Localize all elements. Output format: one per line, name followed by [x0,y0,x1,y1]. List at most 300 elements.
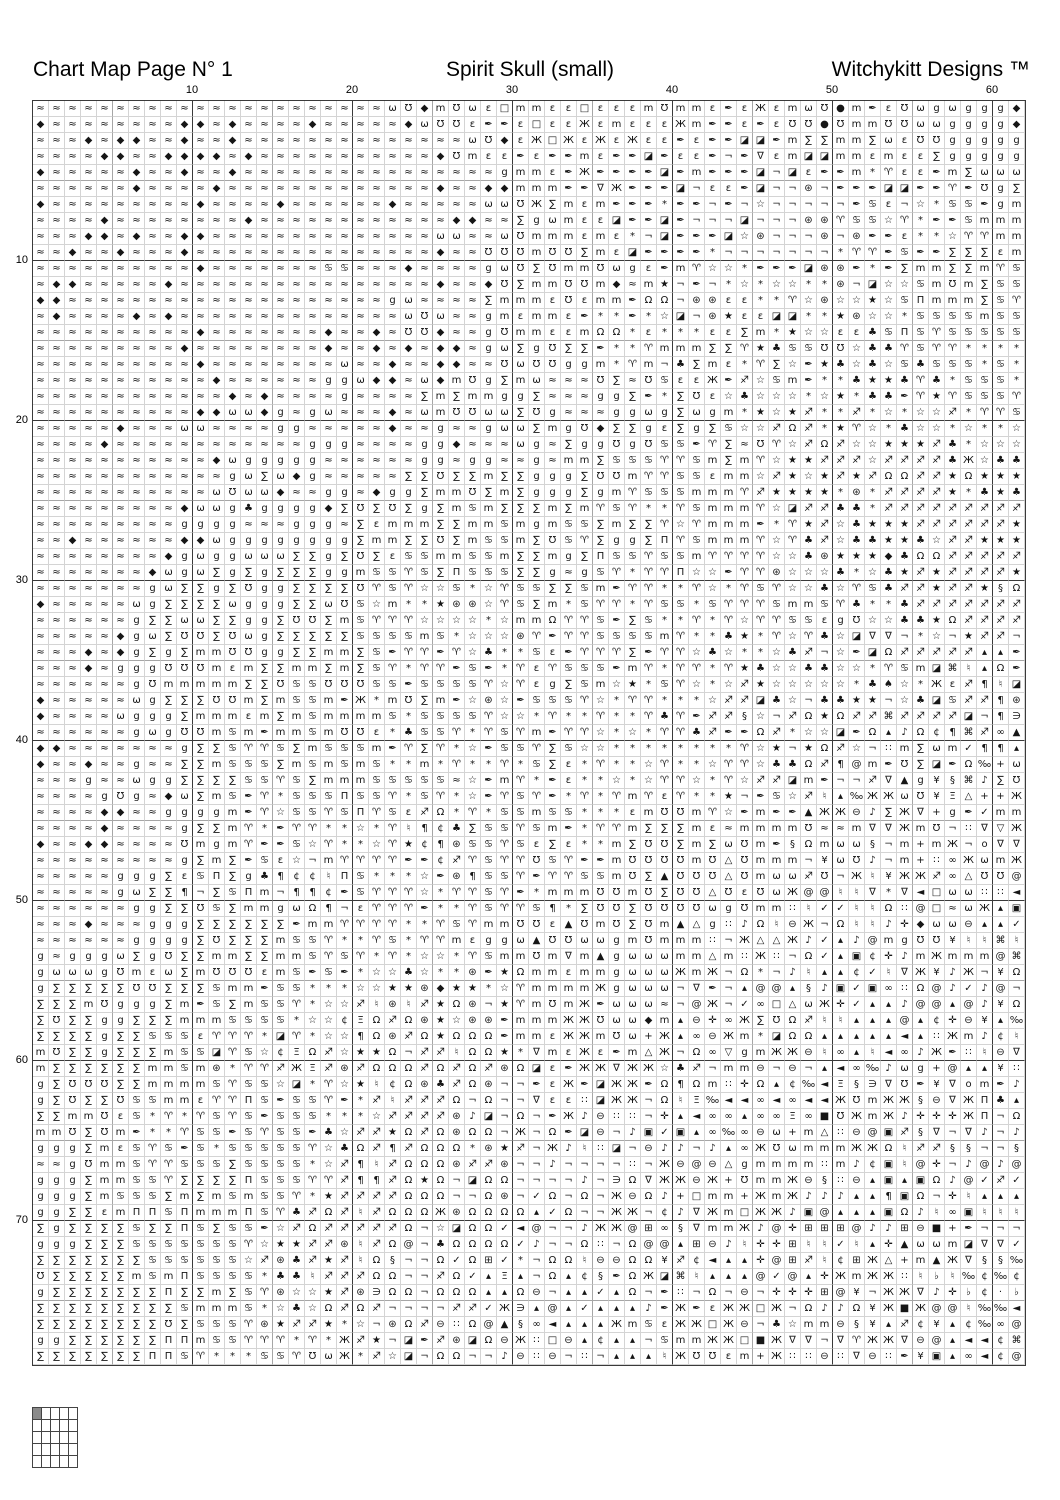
grid-cell: ♐ [945,517,961,533]
grid-cell: ¶ [977,741,993,757]
grid-cell: * [689,597,705,613]
grid-cell: ∑ [897,261,913,277]
grid-cell: ≈ [97,725,113,741]
grid-cell: ∑ [337,629,353,645]
grid-cell: ♋ [673,597,689,613]
grid-cell: ≈ [369,149,385,165]
grid-cell: @ [641,1237,657,1253]
grid-cell: ♈ [241,1061,257,1077]
grid-cell: § [913,1125,929,1141]
grid-cell: g [129,933,145,949]
grid-cell: Ω [449,1237,465,1253]
grid-cell: ≈ [225,325,241,341]
grid-cell: ☆ [257,1237,273,1253]
grid-cell: ♋ [545,693,561,709]
grid-cell: ☆ [833,645,849,661]
grid-cell: ∑ [417,389,433,405]
grid-cell: ≈ [81,549,97,565]
grid-cell: ♈ [465,949,481,965]
grid-cell: g [177,517,193,533]
grid-cell: m [433,693,449,709]
grid-cell: m [561,885,577,901]
grid-cell: ♈ [705,549,721,565]
grid-cell: ¬ [769,1061,785,1077]
grid-cell: ≈ [65,165,81,181]
grid-cell: ∑ [113,1269,129,1285]
grid-cell: g [417,501,433,517]
grid-cell: ♈ [641,565,657,581]
grid-cell: ≈ [193,373,209,389]
grid-cell: ∷ [961,1045,977,1061]
grid-cell: ♪ [945,965,961,981]
grid-cell: ∑ [257,693,273,709]
grid-cell: * [705,613,721,629]
grid-cell: ≈ [433,293,449,309]
grid-cell: ♋ [209,981,225,997]
grid-cell: ω [497,229,513,245]
grid-cell: ✒ [513,885,529,901]
grid-cell: ∑ [113,1301,129,1317]
grid-cell: ♈ [849,245,865,261]
grid-cell: ω [241,549,257,565]
grid-cell: ≈ [161,741,177,757]
grid-cell: ◆ [881,549,897,565]
grid-cell: Ж [609,1189,625,1205]
grid-cell: ≈ [113,485,129,501]
grid-cell: ≈ [81,709,97,725]
grid-cell: Ʊ [657,837,673,853]
grid-cell: ♋ [129,1189,145,1205]
grid-cell: ♋ [193,869,209,885]
grid-cell: ¢ [417,837,433,853]
grid-cell: ♈ [401,645,417,661]
grid-cell: ∑ [977,245,993,261]
grid-cell: m [865,1093,881,1109]
grid-cell: g [481,325,497,341]
grid-cell: ∞ [753,1109,769,1125]
grid-cell: ≈ [289,341,305,357]
grid-cell: Ω [737,965,753,981]
grid-cell: ♪ [897,725,913,741]
grid-cell: g [177,917,193,933]
grid-cell: ≈ [305,213,321,229]
grid-cell: ∑ [65,1061,81,1077]
grid-cell: ∋ [369,1285,385,1301]
grid-cell: ¬ [689,309,705,325]
grid-cell: ♮ [577,1141,593,1157]
grid-cell: Ʊ [273,677,289,693]
grid-cell: Ω [401,1317,417,1333]
grid-cell: ≈ [97,501,113,517]
grid-cell: ¬ [193,885,209,901]
grid-cell: ☆ [785,661,801,677]
grid-cell: ω [993,165,1009,181]
grid-cell: ≈ [97,453,113,469]
grid-cell: m [817,1141,833,1157]
grid-cell: ⊛ [209,1061,225,1077]
grid-cell: ≈ [337,325,353,341]
grid-cell: m [737,1349,753,1365]
grid-cell: m [513,613,529,629]
grid-cell: ≈ [33,261,49,277]
grid-cell: ≈ [49,757,65,773]
grid-cell: * [417,917,433,933]
grid-cell: ♣ [401,725,417,741]
grid-cell: ≈ [385,325,401,341]
grid-cell: ♣ [913,613,929,629]
grid-cell: ∑ [657,821,673,837]
grid-cell: ♈ [673,709,689,725]
grid-cell: ¬ [529,1173,545,1189]
grid-cell: ♋ [241,773,257,789]
grid-cell: Ʊ [193,629,209,645]
grid-cell: ∑ [225,581,241,597]
grid-cell: ♐ [817,533,833,549]
grid-cell: ∑ [225,917,241,933]
grid-cell: ∑ [289,597,305,613]
grid-cell: ✒ [561,645,577,661]
grid-cell: ≈ [33,517,49,533]
grid-cell: ▴ [721,1253,737,1269]
grid-cell: ε [705,181,721,197]
grid-cell: ≈ [193,485,209,501]
grid-cell: Π [977,1093,993,1109]
grid-cell: ◪ [817,149,833,165]
grid-cell: ♮ [961,1301,977,1317]
grid-cell: ⊛ [481,1077,497,1093]
grid-cell: m [497,309,513,325]
grid-cell: Ж [737,1013,753,1029]
grid-cell: ♈ [161,1109,177,1125]
grid-cell: ¥ [929,789,945,805]
grid-cell: ≈ [177,277,193,293]
grid-cell: ≈ [49,181,65,197]
grid-cell: ∑ [737,325,753,341]
grid-cell: ✒ [497,117,513,133]
grid-cell: * [145,1125,161,1141]
grid-cell: ≈ [145,165,161,181]
grid-cell: ♋ [529,901,545,917]
grid-cell: ε [817,613,833,629]
grid-cell: g [625,437,641,453]
grid-cell: + [993,789,1009,805]
grid-cell: ★ [977,469,993,485]
grid-cell: ♐ [321,1237,337,1253]
grid-cell: ⌘ [1009,949,1025,965]
grid-cell: ▴ [865,1173,881,1189]
grid-cell: ≈ [33,1157,49,1173]
grid-cell: m [849,133,865,149]
grid-cell: ¬ [769,709,785,725]
grid-cell: ≈ [81,613,97,629]
grid-cell: ♋ [209,1077,225,1093]
grid-cell: ✛ [785,1285,801,1301]
grid-cell: m [513,101,529,117]
grid-cell: m [753,1157,769,1173]
grid-cell: @ [529,1221,545,1237]
grid-cell: ≈ [257,517,273,533]
grid-cell: ♈ [273,1333,289,1349]
grid-cell: ♋ [417,789,433,805]
grid-cell: ¬ [817,1333,833,1349]
grid-cell: ♋ [369,789,385,805]
grid-cell: ✒ [625,181,641,197]
grid-cell: ∑ [673,837,689,853]
grid-cell: ≈ [97,405,113,421]
grid-cell: Ж [865,1141,881,1157]
grid-cell: ♋ [561,533,577,549]
grid-cell: ♪ [497,1349,513,1365]
grid-cell: ☆ [753,741,769,757]
grid-cell: * [353,965,369,981]
grid-cell: Ω [545,1189,561,1205]
grid-cell: Ʊ [641,853,657,869]
grid-cell: ♋ [161,1253,177,1269]
grid-cell: ∑ [177,1173,193,1189]
grid-cell: ∑ [497,501,513,517]
grid-cell: ☆ [753,757,769,773]
grid-cell: m [625,469,641,485]
grid-cell: g [145,997,161,1013]
grid-cell: ♈ [657,725,673,741]
grid-cell: ♐ [385,1157,401,1173]
grid-cell: § [1009,1141,1025,1157]
grid-cell: m [529,981,545,997]
grid-cell: m [625,661,641,677]
grid-cell: ≈ [369,133,385,149]
grid-cell: m [673,261,689,277]
grid-cell: g [913,1061,929,1077]
grid-cell: Ʊ [209,933,225,949]
grid-cell: ✓ [737,997,753,1013]
grid-cell: ≈ [49,245,65,261]
grid-cell: ∑ [705,837,721,853]
grid-cell: ♮ [673,1093,689,1109]
grid-cell: ☆ [881,357,897,373]
grid-cell: ≈ [497,437,513,453]
grid-cell: ♮ [817,1253,833,1269]
grid-cell: ☆ [801,581,817,597]
grid-cell: ¬ [561,1173,577,1189]
grid-cell: ∑ [273,917,289,933]
grid-cell: Ʊ [641,885,657,901]
grid-cell: m [577,325,593,341]
grid-cell: ≈ [97,421,113,437]
grid-cell: ♪ [945,981,961,997]
grid-cell: ∑ [321,661,337,677]
grid-cell: ♐ [481,1157,497,1173]
grid-cell: ε [705,821,721,837]
grid-cell: m [577,501,593,517]
grid-cell: ω [625,965,641,981]
grid-cell: * [593,789,609,805]
grid-cell: ♋ [465,549,481,565]
grid-cell: ω [225,597,241,613]
grid-cell: ≈ [161,341,177,357]
grid-cell: ∑ [49,1093,65,1109]
grid-cell: ♐ [993,613,1009,629]
grid-cell: ☆ [977,453,993,469]
grid-cell: ≈ [97,133,113,149]
grid-cell: ♐ [705,725,721,741]
grid-cell: Ʊ [481,133,497,149]
grid-cell: ∑ [81,1317,97,1333]
grid-cell: m [529,309,545,325]
grid-cell: g [113,869,129,885]
grid-cell: ✛ [945,1189,961,1205]
grid-cell: ✓ [1009,1237,1025,1253]
grid-cell: ¬ [449,1173,465,1189]
grid-cell: ¬ [753,1285,769,1301]
grid-cell: Ж [497,1301,513,1317]
grid-cell: ♪ [977,997,993,1013]
grid-cell: ∑ [113,1221,129,1237]
grid-cell: Ʊ [401,101,417,117]
grid-cell: m [177,1077,193,1093]
grid-cell: ✓ [769,1269,785,1285]
grid-cell: ⊖ [737,1317,753,1333]
grid-cell: ✒ [785,805,801,821]
grid-cell: ≈ [257,133,273,149]
grid-cell: g [33,965,49,981]
grid-cell: ∑ [97,1237,113,1253]
grid-cell: ♈ [385,821,401,837]
pattern-title: Spirit Skull (small) [445,58,615,81]
grid-cell: g [993,101,1009,117]
grid-cell: ♐ [977,629,993,645]
grid-cell: * [817,277,833,293]
grid-cell: ¬ [737,789,753,805]
grid-cell: ☆ [1009,437,1025,453]
grid-cell: ω [657,949,673,965]
grid-cell: ≈ [113,229,129,245]
grid-cell: ≈ [145,357,161,373]
grid-cell: Ʊ [321,677,337,693]
grid-cell: ◆ [449,213,465,229]
grid-cell: ∑ [273,629,289,645]
grid-cell: ‰ [993,1301,1009,1317]
grid-cell: Ж [737,1221,753,1237]
grid-cell: ‰ [977,1301,993,1317]
grid-cell: ✓ [817,901,833,917]
grid-cell: ☆ [321,1157,337,1173]
grid-cell: ∑ [177,1317,193,1333]
grid-cell: ¢ [305,869,321,885]
grid-cell: ♋ [353,741,369,757]
grid-cell: ♋ [129,1141,145,1157]
grid-cell: § [865,837,881,853]
grid-cell: Ʊ [449,405,465,421]
grid-cell: g [241,613,257,629]
grid-cell: * [817,373,833,389]
grid-cell: ♐ [945,549,961,565]
grid-cell: * [145,1109,161,1125]
grid-cell: m [145,1077,161,1093]
grid-cell: ◆ [209,149,225,165]
grid-cell: ≈ [337,101,353,117]
grid-cell: ∑ [49,1317,65,1333]
grid-cell: ♋ [961,309,977,325]
grid-cell: * [753,965,769,981]
grid-cell: ☆ [385,965,401,981]
grid-cell: ♐ [993,549,1009,565]
grid-cell: ≈ [225,261,241,277]
grid-cell: ω [497,405,513,421]
grid-cell: ∑ [65,1317,81,1333]
grid-cell: ¶ [369,1173,385,1189]
grid-cell: ∷ [929,853,945,869]
grid-cell: m [545,549,561,565]
grid-cell: ♋ [161,1237,177,1253]
grid-cell: ♋ [1009,277,1025,293]
grid-cell: ≈ [369,453,385,469]
grid-cell: ♋ [337,757,353,773]
grid-cell: ¢ [385,1077,401,1093]
grid-cell: ¬ [865,741,881,757]
grid-cell: ◆ [385,421,401,437]
grid-cell: ≈ [545,437,561,453]
grid-cell: ♋ [641,485,657,501]
grid-cell: ∑ [529,549,545,565]
grid-cell: ♋ [161,1205,177,1221]
grid-cell: ω [177,613,193,629]
grid-cell: ♐ [337,1221,353,1237]
grid-cell: ≈ [193,213,209,229]
grid-cell: g [321,565,337,581]
grid-cell: ♈ [481,725,497,741]
grid-cell: ∇ [897,885,913,901]
grid-cell: ♈ [449,757,465,773]
grid-cell: ‰ [977,757,993,773]
grid-cell: ¢ [1009,1269,1025,1285]
grid-cell: m [593,677,609,693]
grid-cell: ♐ [961,597,977,613]
grid-cell: m [177,1189,193,1205]
grid-cell: g [129,901,145,917]
grid-cell: ∷ [993,885,1009,901]
grid-cell: ⊛ [481,693,497,709]
grid-cell: ♈ [1009,293,1025,309]
grid-cell: ♣ [769,1317,785,1333]
grid-cell: ♈ [209,1093,225,1109]
grid-cell: ≈ [305,165,321,181]
grid-cell: ≈ [161,213,177,229]
grid-cell: * [449,965,465,981]
grid-cell: Ж [961,965,977,981]
grid-cell: ≈ [353,293,369,309]
grid-cell: ε [705,325,721,341]
grid-cell: ¥ [977,1013,993,1029]
grid-cell: @ [657,1237,673,1253]
grid-cell: ⊛ [689,293,705,309]
grid-cell: ♋ [913,341,929,357]
grid-cell: @ [689,997,705,1013]
grid-cell: m [593,229,609,245]
grid-cell: m [433,101,449,117]
grid-cell: * [289,1013,305,1029]
grid-cell: Ʊ [225,645,241,661]
grid-cell: ∑ [129,1253,145,1269]
grid-cell: ✒ [945,213,961,229]
grid-cell: ∑ [49,1109,65,1125]
grid-cell: ≈ [65,357,81,373]
grid-cell: m [257,709,273,725]
grid-cell: ε [657,789,673,805]
grid-cell: ≈ [577,389,593,405]
grid-cell: ☆ [641,773,657,789]
grid-cell: ✒ [609,581,625,597]
grid-cell: Ʊ [497,357,513,373]
